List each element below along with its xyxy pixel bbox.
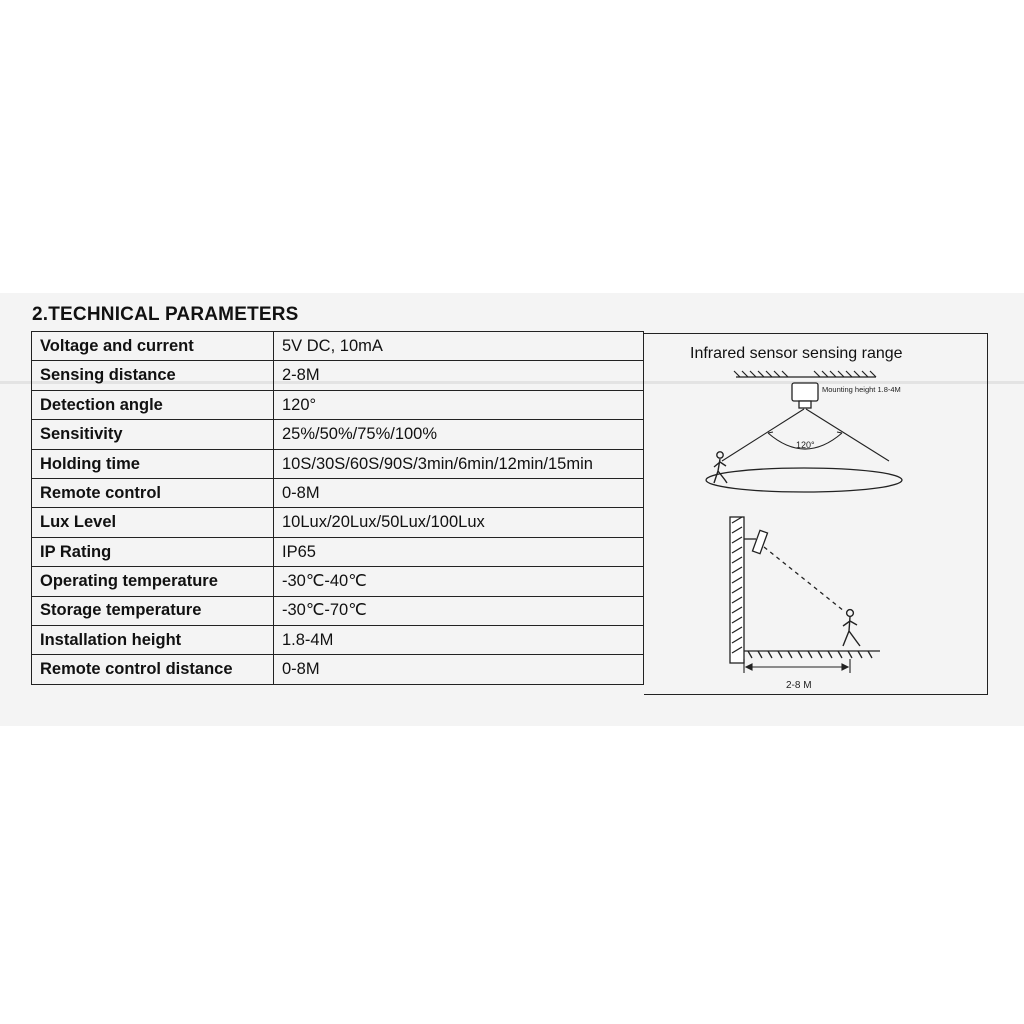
param-value: 0-8M [274,478,644,507]
table-row [32,332,644,361]
sensing-range-diagram [644,333,988,695]
diagram-title: Infrared sensor sensing range [690,345,903,362]
param-value: 2-8M [274,361,644,390]
param-label: Detection angle [32,390,274,419]
table-row [32,567,644,596]
ceiling-hatch [734,371,876,377]
sensor-icon [792,383,818,408]
table-row [32,478,644,507]
param-label: Sensing distance [32,361,274,390]
param-label: Lux Level [32,508,274,537]
param-label: Operating temperature [32,567,274,596]
param-label: Voltage and current [32,332,274,361]
param-label: IP Rating [32,537,274,566]
table-row [32,625,644,654]
distance-label: 2-8 M [786,680,812,691]
param-label: Remote control [32,478,274,507]
detection-area-ellipse [706,468,902,492]
param-value: 10S/30S/60S/90S/3min/6min/12min/15min [274,449,644,478]
param-value: 25%/50%/75%/100% [274,420,644,449]
wall-sensor-icon [744,530,768,553]
param-value: 1.8-4M [274,625,644,654]
param-value: -30℃-40℃ [274,567,644,596]
param-label: Installation height [32,625,274,654]
param-label: Storage temperature [32,596,274,625]
table-row [32,596,644,625]
person-icon [843,610,860,646]
param-label: Sensitivity [32,420,274,449]
param-label: Remote control distance [32,655,274,684]
detection-cone [722,409,889,461]
section-title: 2.TECHNICAL PARAMETERS [32,304,299,325]
param-value: 5V DC, 10mA [274,332,644,361]
mounting-height-label: Mounting height 1.8-4M [822,385,901,394]
param-value: 10Lux/20Lux/50Lux/100Lux [274,508,644,537]
table-row [32,537,644,566]
angle-label: 120° [796,440,815,450]
param-value: 120° [274,390,644,419]
table-row [32,361,644,390]
param-value: -30℃-70℃ [274,596,644,625]
param-label: Holding time [32,449,274,478]
person-icon [714,452,727,483]
table-row [32,449,644,478]
distance-arrow [744,659,850,673]
parameters-table [31,331,644,685]
table-row [32,420,644,449]
table-row [32,655,644,684]
table-row [32,390,644,419]
detection-path [764,547,844,611]
param-value: 0-8M [274,655,644,684]
table-row [32,508,644,537]
param-value: IP65 [274,537,644,566]
